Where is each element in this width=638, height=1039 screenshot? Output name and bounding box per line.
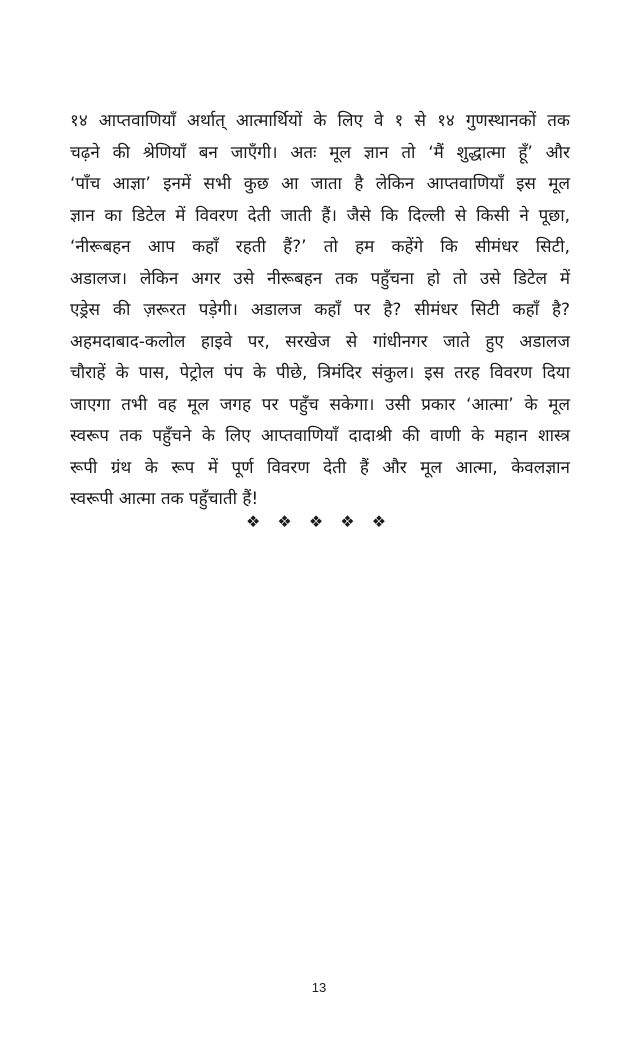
paragraph-line: स्वरूपी आत्मा तक पहुँचाती हैं!: [70, 489, 259, 509]
page-number: 13: [311, 980, 327, 995]
paragraph-line: जाएगा तभी वह मूल जगह पर पहुँच सकेगा। उसी प्रकार ‘आत्मा’ के मूल: [70, 394, 570, 415]
body-paragraph: [70, 106, 570, 516]
paragraph-line: १४ आप्तवाणियाँ अर्थात् आत्मार्थियों के लिए वे १ से १४ गुणस्थानकों तक: [70, 111, 570, 131]
paragraph-line: एड्रेस की ज़रूरत पड़ेगी। अडालज कहाँ पर है? सीमंधर सिटी कहाँ है?: [70, 300, 570, 320]
paragraph-line: स्वरूप तक पहुँचने के लिए आप्तवाणियाँ दादाश्री की वाणी के महान शास्त्र: [70, 426, 570, 446]
paragraph-line: अहमदाबाद-कलोल हाइवे पर, सरखेज से गांधीनगर जाते हुए अडालज: [70, 331, 570, 352]
paragraph-line: ‘पाँच आज्ञा’ इनमें सभी कुछ आ जाता है लेकिन आप्तवाणियाँ इस मूल: [70, 174, 570, 194]
paragraph-line: चौराहें के पास, पेट्रोल पंप के पीछे, त्रिमंदिर संकुल। इस तरह विवरण दिया: [70, 363, 570, 383]
paragraph-line: ज्ञान का डिटेल में विवरण देती जाती हैं। जैसे कि दिल्ली से किसी ने पूछा,: [70, 205, 570, 226]
paragraph-line: अडालज। लेकिन अगर उसे नीरूबहन तक पहुँचना हो तो उसे डिटेल में: [70, 268, 570, 289]
section-divider-ornament: ❖ ❖ ❖ ❖ ❖: [245, 512, 393, 531]
paragraph-line: ‘नीरूबहन आप कहाँ रहती हैं?’ तो हम कहेंगे कि सीमंधर सिटी,: [70, 237, 570, 257]
paragraph-line: रूपी ग्रंथ के रूप में पूर्ण विवरण देती हैं और मूल आत्मा, केवलज्ञान: [70, 457, 570, 478]
paragraph-line: चढ़ने की श्रेणियाँ बन जाएँगी। अतः मूल ज्ञान तो ‘मैं शुद्धात्मा हूँ’ और: [70, 142, 570, 163]
